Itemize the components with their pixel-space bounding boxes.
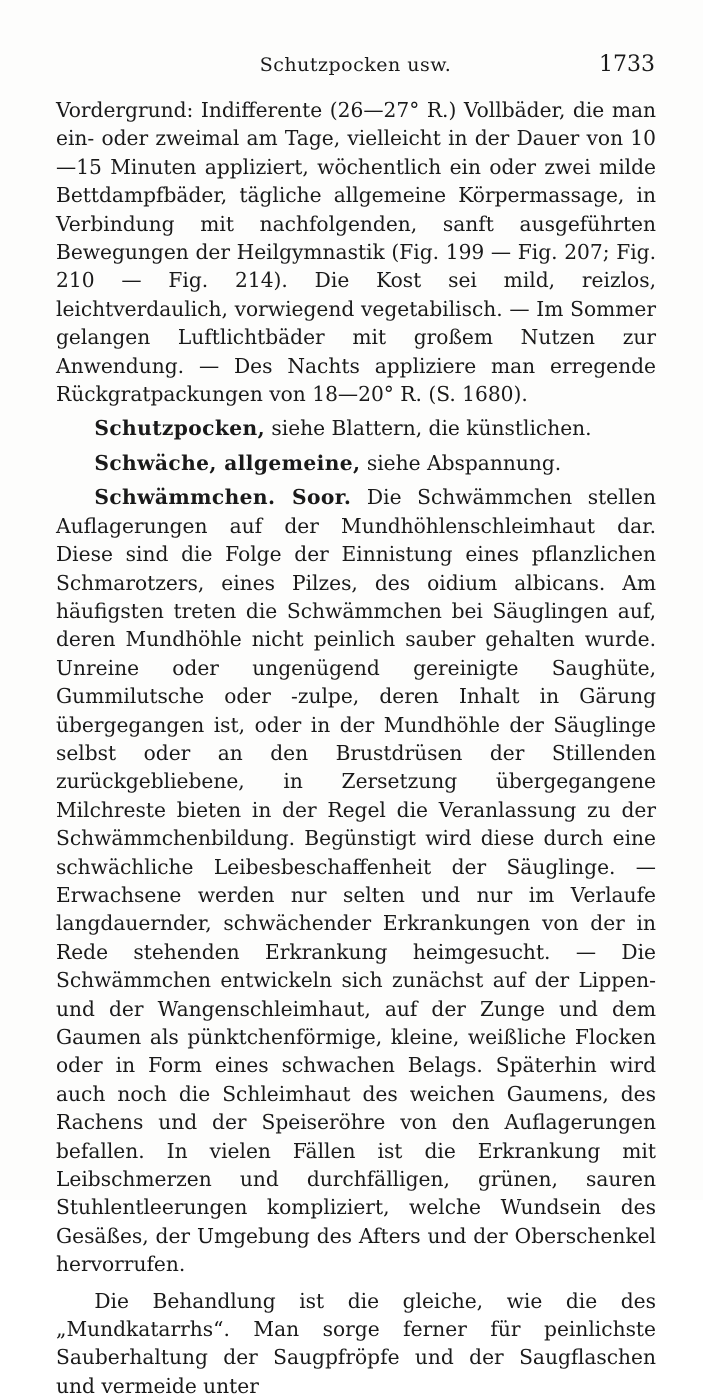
entry-text: siehe Blattern, die künstlichen. (265, 416, 592, 441)
latin-term: oidium albicans. (427, 570, 606, 595)
entry-text: siehe Abspannung. (360, 450, 562, 475)
treatment-paragraph: Die Behandlung ist die gleiche, wie die des „Mundkatarrhs“. Man sorge ferner für peinlichste Sauberhaltung der Saugpfröpfe und der Saugflaschen und vermeide unter (56, 1288, 656, 1398)
entry-text-part: Die Schwämmchen stellen Auflagerungen auf der Mundhöhlenschleimhaut dar. Diese sind die Folge der Einnistung eines pflanzlichen Schmarotzers, eines Pilzes, des (56, 485, 656, 595)
entry-lemma: Schwämmchen. Soor. (94, 485, 352, 510)
entry-lemma: Schutzpocken, (94, 416, 265, 441)
entry-schwaeche (56, 449, 656, 477)
entry-text-part: Am häufigsten treten die Schwämmchen bei Säuglingen auf, deren Mundhöhle nicht peinlich sauber gehalten wurde. Unreine oder ungenügend gereinigte Saughüte, Gummilutsche oder -zulpe, deren Inhalt in Gärung übergegangen ist, oder in der Mundhöhle der Säuglinge selbst oder an den Brustdrüsen der Stillenden zurückgebliebene, in Zersetzung übergegangene Milchreste bieten in der Regel die Veranlassung zu der Schwämmchenbildung. Begünstigt wird diese durch eine schwächliche Leibesbeschaffenheit der Säuglinge. — Erwachsene werden nur selten und nur im Verlaufe langdauernder, schwächender Erkrankungen von der in Rede stehenden Erkrankung heimgesucht. — Die Schwämmchen entwickeln sich zunächst auf der Lippen- und der Wangenschleimhaut, auf der Zunge und dem Gaumen als pünktchenförmige, kleine, weißliche Flocken oder in Form eines schwachen Belags. Späterhin wird auch noch die Schleimhaut des weichen Gaumens, des Rachens und der Speiseröhre von den Auflagerungen befallen. In vielen Fällen ist die Erkrankung mit Leibschmerzen und durchfälligen, grünen, sauren Stuhlentleerungen kompliziert, welche Wundsein des Gesäßes, der Umgebung des Afters und der Oberschenkel hervorrufen. (56, 570, 657, 1277)
entry-schwaemmchen (56, 483, 656, 1278)
running-head: Schutzpocken usw. (259, 54, 452, 76)
body-text (56, 96, 656, 1400)
entry-lemma: Schwäche, allgemeine, (94, 450, 361, 475)
entry-schutzpocken (56, 414, 656, 442)
page-header (56, 50, 655, 82)
page-number: 1733 (599, 52, 655, 77)
intro-paragraph: Vordergrund: Indifferente (26—27° R.) Vollbäder, die man ein- oder zweimal am Tage, vielleicht in der Dauer von 10—15 Minuten appliziert, wöchentlich ein oder zwei milde Bettdampfbäder, tägliche allgemeine Körpermassage, in Verbindung mit nachfolgenden, sanft ausgeführten Bewegungen der Heilgymnastik (Fig. 199 — Fig. 207; Fig. 210 — Fig. 214). Die Kost sei mild, reizlos, leichtverdaulich, vorwiegend vegetabilisch. — Im Sommer gelangen Luftlichtbäder mit großem Nutzen zur Anwendung. — Des Nachts appliziere man erregende Rückgratpackungen von 18—20° R. (S. 1680). (56, 98, 656, 407)
